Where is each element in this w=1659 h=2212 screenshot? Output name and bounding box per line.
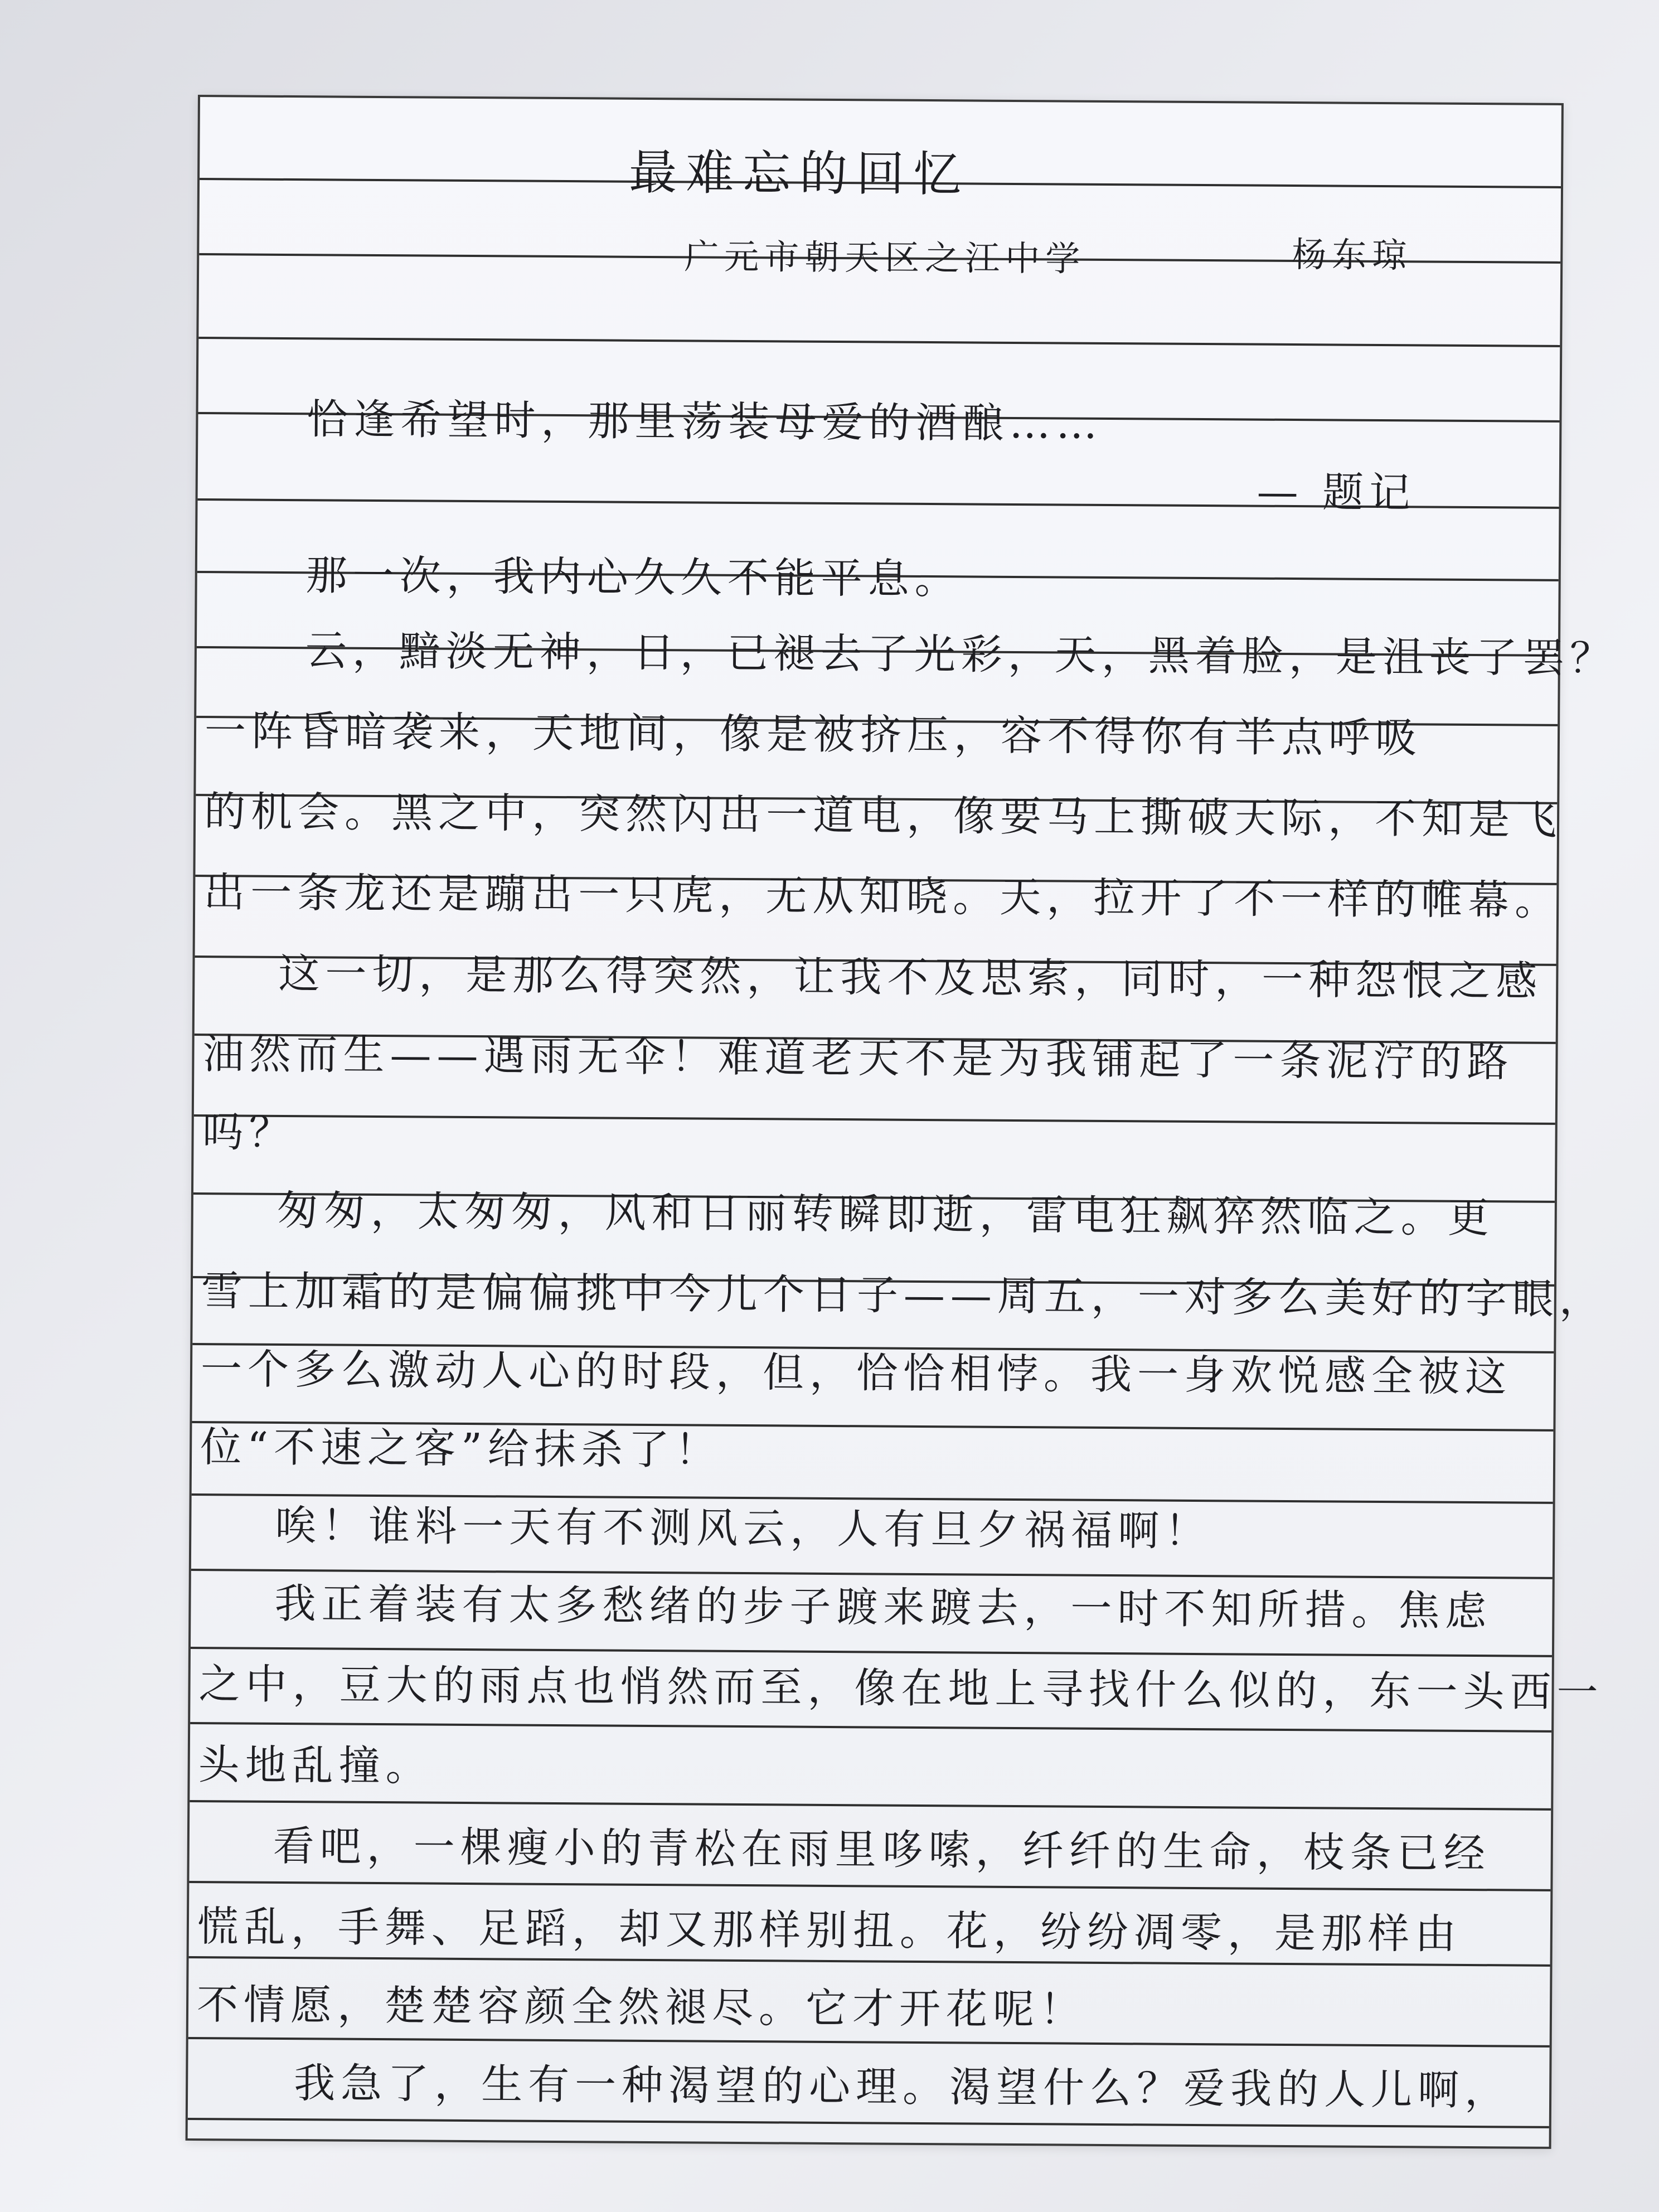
- essay-line: 一阵昏暗袭来，天地间，像是被挤压，容不得你有半点呼吸: [204, 707, 1423, 763]
- essay-line: 不情愿，楚楚容颜全然褪尽。它才开花呢！: [196, 1981, 1087, 2034]
- author-name: 杨东琼: [1292, 234, 1413, 276]
- essay-line: 云，黯淡无神，日，已褪去了光彩，天，黑着脸，是沮丧了罢？: [305, 627, 1617, 683]
- essay-line: 雪上加霜的是偏偏挑中今儿个日子——周五，一对多么美好的字眼，: [201, 1267, 1607, 1324]
- essay-line: 看吧，一棵瘦小的青松在雨里哆嗦，纤纤的生命，枝条已经: [273, 1822, 1491, 1878]
- essay-line: 出一条龙还是蹦出一只虎，无从知晓。天，拉开了不一样的帷幕。: [203, 869, 1562, 925]
- school-name: 广元市朝天区之江中学: [684, 236, 1086, 279]
- essay-line: 吗？: [202, 1108, 296, 1157]
- essay-line: 这一切，是那么得突然，让我不及思索，同时，一种怨恨之感: [278, 949, 1543, 1006]
- ruled-line: [198, 337, 1560, 347]
- ruled-line: [189, 1881, 1550, 1891]
- essay-line: 我急了，生有一种渴望的心理。渴望什么？爱我的人儿啊，: [293, 2059, 1512, 2115]
- ruled-line: [189, 1956, 1550, 1967]
- ruled-line: [188, 2037, 1550, 2048]
- ruled-line: [194, 1114, 1555, 1125]
- essay-line: 位“不速之客”给抹杀了！: [200, 1423, 722, 1474]
- essay-line: 的机会。黑之中，突然闪出一道电，像要马上撕破天际，不知是飞: [203, 788, 1563, 844]
- ruled-line: [190, 1800, 1551, 1811]
- epigraph: 恰逢希望时，那里荡装母爱的酒酿……: [307, 395, 1103, 448]
- essay-line: 慌乱，手舞、足蹈，却又那样别扭。花，纷纷凋零，是那样由: [197, 1903, 1462, 1958]
- essay-title: 最难忘的回忆: [628, 144, 971, 203]
- essay-line: 一个多么激动人心的时段，但，恰恰相悖。我一身欢悦感全被这: [200, 1345, 1512, 1401]
- ruled-line: [190, 1722, 1551, 1733]
- essay-line: 之中，豆大的雨点也悄然而至，像在地上寻找什么似的，东一头西一: [198, 1660, 1604, 1717]
- essay-line: 油然而生——遇雨无伞！难道老天不是为我铺起了一条泥泞的路: [202, 1030, 1514, 1086]
- essay-line: 头地乱撞。: [198, 1741, 433, 1791]
- essay-line: 匆匆，太匆匆，风和日丽转瞬即逝，雷电狂飙猝然临之。更: [276, 1186, 1495, 1243]
- essay-line: 唉！谁料一天有不测风云，人有旦夕祸福啊！: [275, 1501, 1212, 1556]
- epigraph-attribution: — 题记: [1257, 468, 1417, 517]
- ruled-line: [191, 1647, 1552, 1657]
- ruled-line: [188, 2118, 1549, 2128]
- lined-paper-sheet: [186, 95, 1617, 2149]
- essay-line: 我正着装有太多愁绪的步子踱来踱去，一时不知所措。焦虑: [274, 1579, 1492, 1636]
- ruled-line: [191, 1569, 1553, 1579]
- essay-line: 那一次，我内心久久不能平息。: [305, 551, 962, 604]
